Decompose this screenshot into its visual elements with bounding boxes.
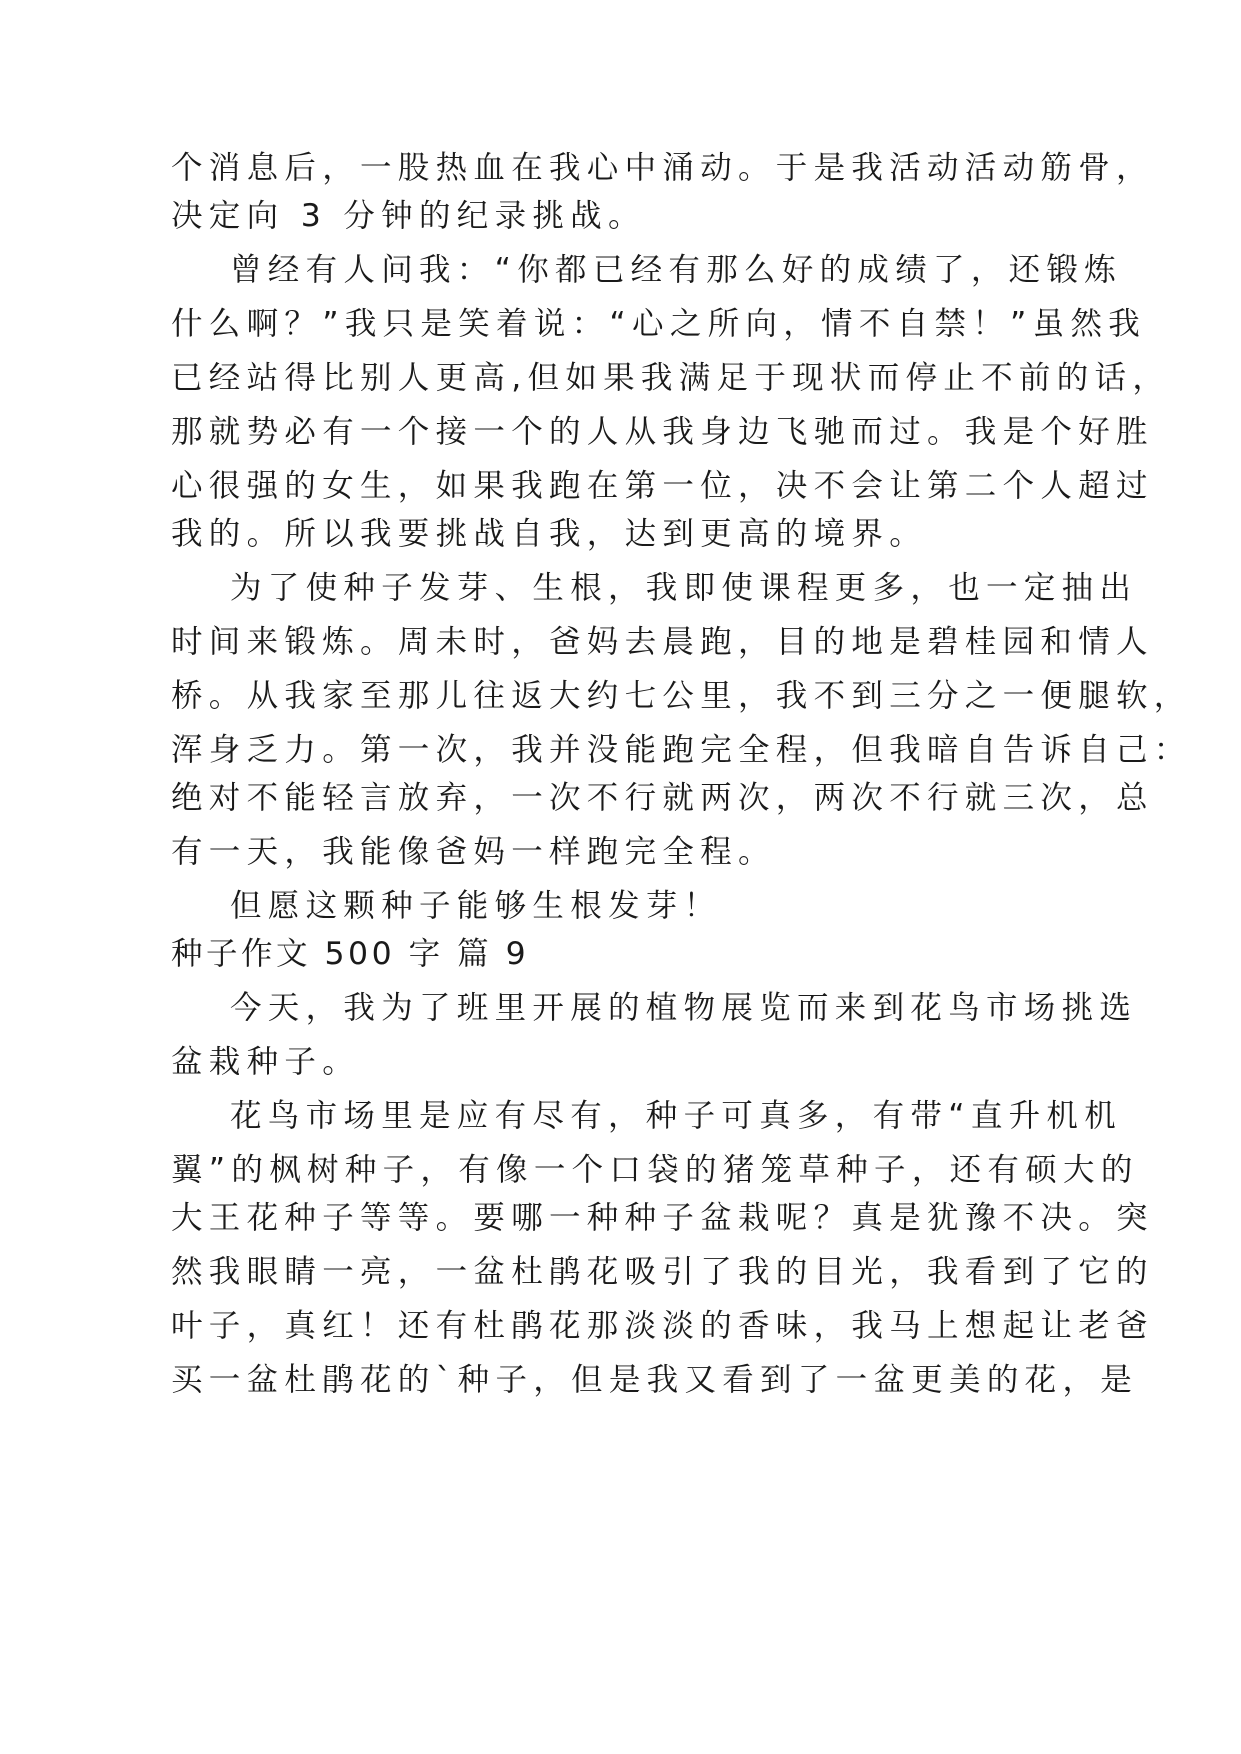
text-line-content: 叶子，真红！还有杜鹃花那淡淡的香味，我马上想起让老爸 [171,1308,1154,1344]
text-line [0,1352,1241,1408]
text-line [0,1298,1241,1354]
text-line-content: 什么啊？”我只是笑着说：“心之所向，情不自禁！”虽然我 [171,306,1147,342]
text-line-content: 我的。所以我要挑战自我，达到更高的境界。 [171,516,928,552]
text-line [0,824,1241,880]
text-line [0,560,1241,616]
text-line-content: 决定向 3 分钟的纪录挑战。 [171,198,646,234]
text-line [0,980,1241,1036]
text-line [0,188,1241,244]
text-line-content: 买一盆杜鹃花的`种子，但是我又看到了一盆更美的花，是 [171,1362,1139,1398]
text-line-content: 已经站得比别人更高,但如果我满足于现状而停止不前的话， [171,360,1171,396]
text-line [0,242,1241,298]
text-line [0,614,1241,670]
text-line [0,1088,1241,1144]
text-line-content: 花鸟市场里是应有尽有，种子可真多，有带“直升机机 [230,1098,1123,1134]
text-line-content: 盆栽种子。 [171,1044,361,1080]
section-heading-text: 种子作文 500 字 篇 9 [171,936,530,972]
text-line [0,404,1241,460]
text-line-content: 个消息后，一股热血在我心中涌动。于是我活动活动筋骨， [171,150,1154,186]
text-line [0,1034,1241,1090]
text-line-content: 然我眼睛一亮，一盆杜鹃花吸引了我的目光，我看到了它的 [171,1254,1154,1290]
text-line-content: 浑身乏力。第一次，我并没能跑完全程，但我暗自告诉自己： [171,732,1192,768]
text-line-content: 绝对不能轻言放弃，一次不行就两次，两次不行就三次，总 [171,780,1154,816]
text-line-content: 但愿这颗种子能够生根发芽！ [230,888,722,924]
text-line-content: 为了使种子发芽、生根，我即使课程更多，也一定抽出 [230,570,1138,606]
text-line-content: 心很强的女生，如果我跑在第一位，决不会让第二个人超过 [171,468,1154,504]
text-line-content: 翼”的枫树种子，有像一个口袋的猪笼草种子，还有硕大的 [171,1152,1139,1188]
text-line [0,506,1241,562]
section-heading [0,926,1241,982]
text-line-content: 时间来锻炼。周未时，爸妈去晨跑，目的地是碧桂园和情人 [171,624,1154,660]
text-line [0,350,1241,406]
text-line [0,770,1241,826]
text-line-content: 有一天，我能像爸妈一样跑完全程。 [171,834,776,870]
text-line [0,668,1241,724]
text-line-content: 那就势必有一个接一个的人从我身边飞驰而过。我是个好胜 [171,414,1154,450]
text-line-content: 大王花种子等等。要哪一种种子盆栽呢？真是犹豫不决。突 [171,1200,1154,1236]
text-line-content: 曾经有人问我：“你都已经有那么好的成绩了，还锻炼 [230,252,1123,288]
text-line [0,1190,1241,1246]
text-line-content: 今天，我为了班里开展的植物展览而来到花鸟市场挑选 [230,990,1138,1026]
text-line [0,1244,1241,1300]
text-line-content: 桥。从我家至那儿往返大约七公里，我不到三分之一便腿软， [171,678,1192,714]
text-line [0,296,1241,352]
